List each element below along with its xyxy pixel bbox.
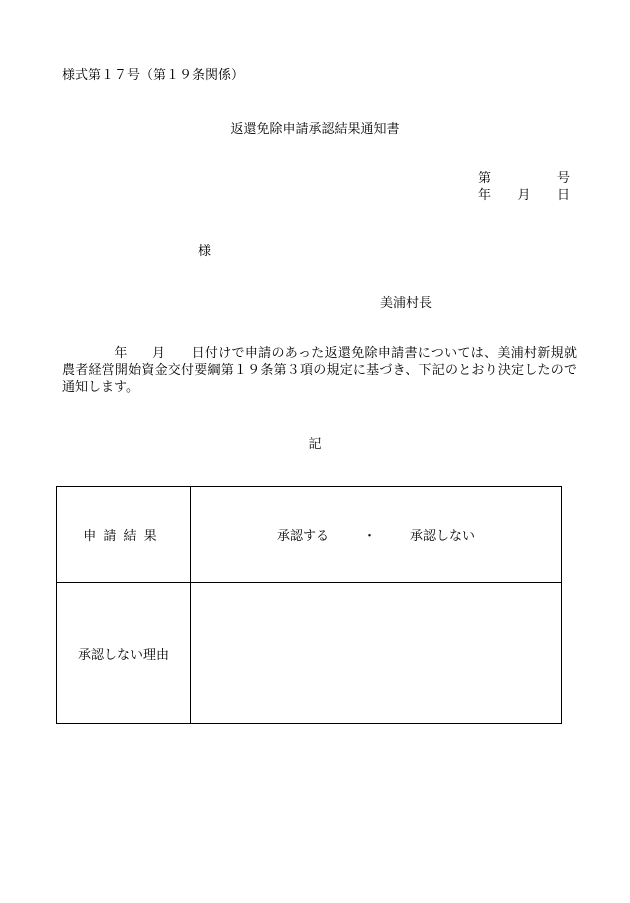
date-day: 日: [556, 188, 570, 203]
option-approve[interactable]: 承認する: [276, 529, 329, 544]
result-label-cell: [57, 487, 191, 583]
ki-heading: 記: [308, 437, 322, 452]
body-text: 日付けで申請のあった返還免除申請書については、美浦村新規就農者経営開始資金交付要綱第１９条第３項の規定に基づき、下記のとおり決定したので通知します。: [62, 346, 577, 395]
sender-name: 美浦村長: [380, 296, 433, 311]
result-label: 申請結果: [83, 529, 164, 544]
result-options-cell: [191, 487, 562, 583]
option-separator: ・: [362, 529, 376, 544]
document-number-line: [478, 170, 570, 188]
table-row-result: [57, 487, 562, 583]
date-year: 年: [478, 188, 492, 203]
result-table: [56, 486, 562, 724]
document-date-line: [478, 187, 570, 205]
body-month: 月: [151, 346, 166, 361]
date-month: 月: [517, 188, 531, 203]
body-year: 年: [114, 346, 128, 361]
reason-input-cell[interactable]: [191, 583, 562, 724]
reason-label-cell: [57, 583, 191, 724]
document-title: 返還免除申請承認結果通知書: [230, 122, 400, 137]
number-prefix: 第: [478, 171, 492, 186]
reason-label: 承認しない理由: [77, 647, 169, 663]
number-suffix: 号: [556, 171, 570, 186]
body-paragraph: [62, 345, 577, 396]
option-reject[interactable]: 承認しない: [410, 529, 476, 544]
addressee-suffix: 様: [198, 244, 212, 259]
table-row-reason: [57, 583, 562, 724]
form-number: 様式第１７号（第１９条関係）: [62, 68, 245, 83]
